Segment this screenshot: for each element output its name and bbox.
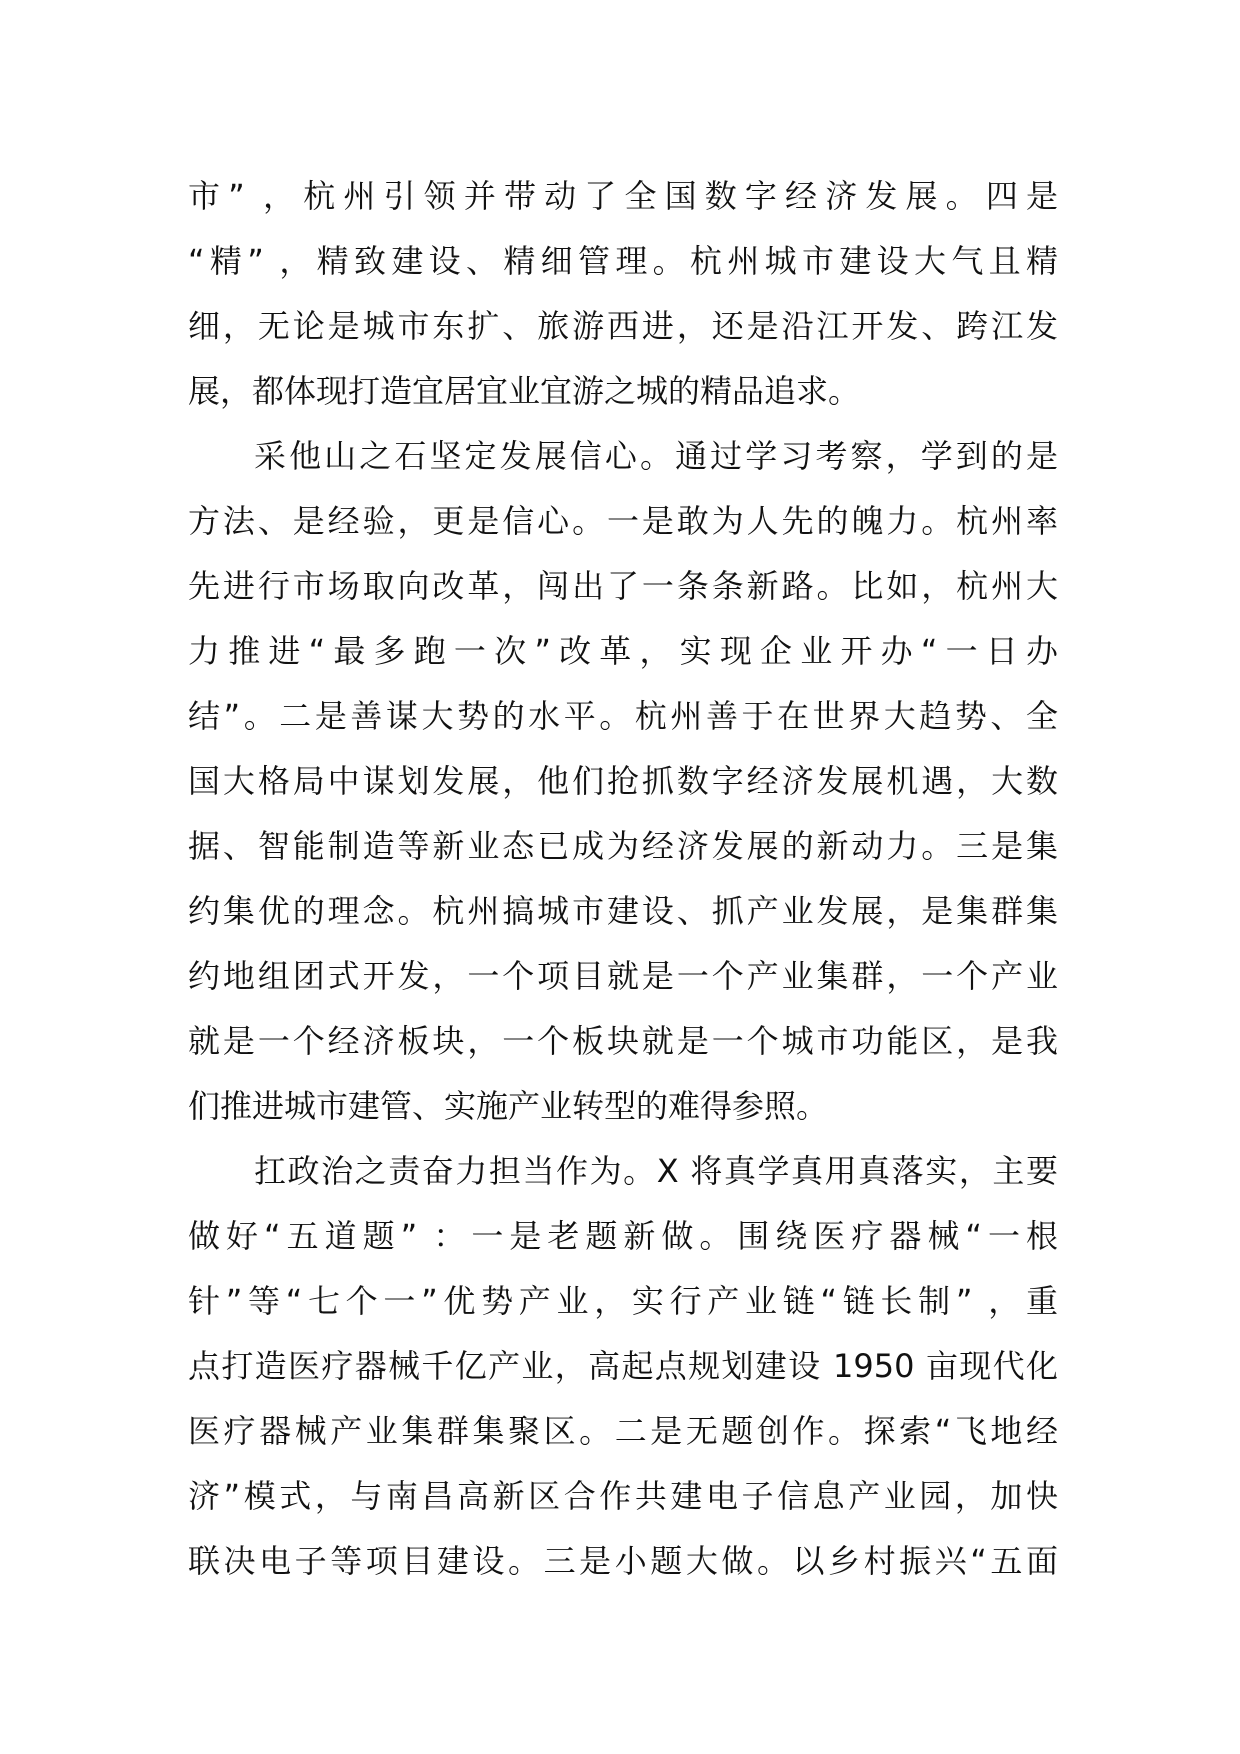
text-line: 方法、是经验，更是信心。一是敢为人先的魄力。杭州率 [188, 502, 1058, 540]
text-line: 联决电子等项目建设。三是小题大做。以乡村振兴“五面 [188, 1542, 1058, 1580]
text-line: “精” ，精致建设、精细管理。杭州城市建设大气且精 [188, 242, 1058, 280]
text-line: 结”。二是善谋大势的水平。杭州善于在世界大趋势、全 [188, 697, 1058, 735]
text-line: 细，无论是城市东扩、旅游西进，还是沿江开发、跨江发 [188, 307, 1058, 345]
text-line: 先进行市场取向改革，闯出了一条条新路。比如，杭州大 [188, 567, 1058, 605]
text-line: 们推进城市建管、实施产业转型的难得参照。 [188, 1087, 829, 1125]
text-line: 点打造医疗器械千亿产业，高起点规划建设 1950 亩现代化 [188, 1347, 1058, 1385]
text-line: 力推进“最多跑一次”改革，实现企业开办“一日办 [188, 632, 1058, 670]
text-line: 约集优的理念。杭州搞城市建设、抓产业发展，是集群集 [188, 892, 1058, 930]
body-text [188, 164, 1058, 1594]
text-line: 医疗器械产业集群集聚区。二是无题创作。探索“飞地经 [188, 1412, 1058, 1450]
text-line: 国大格局中谋划发展，他们抢抓数字经济发展机遇，大数 [188, 762, 1058, 800]
text-line: 展，都体现打造宜居宜业宜游之城的精品追求。 [188, 372, 861, 410]
text-line: 针”等“七个一”优势产业，实行产业链“链长制” ，重 [188, 1282, 1058, 1320]
text-line: 市” ，杭州引领并带动了全国数字经济发展。四是 [188, 177, 1058, 215]
text-line: 济”模式，与南昌高新区合作共建电子信息产业园，加快 [188, 1477, 1058, 1515]
text-line: 就是一个经济板块，一个板块就是一个城市功能区，是我 [188, 1022, 1058, 1060]
text-line: 做好“五道题” ：一是老题新做。围绕医疗器械“一根 [188, 1217, 1058, 1255]
paragraph-start-line: 采他山之石坚定发展信心。通过学习考察，学到的是 [254, 437, 1058, 475]
paragraph-start-line: 扛政治之责奋力担当作为。X 将真学真用真落实，主要 [254, 1152, 1058, 1190]
text-line: 据、智能制造等新业态已成为经济发展的新动力。三是集 [188, 827, 1058, 865]
text-line: 约地组团式开发，一个项目就是一个产业集群，一个产业 [188, 957, 1058, 995]
